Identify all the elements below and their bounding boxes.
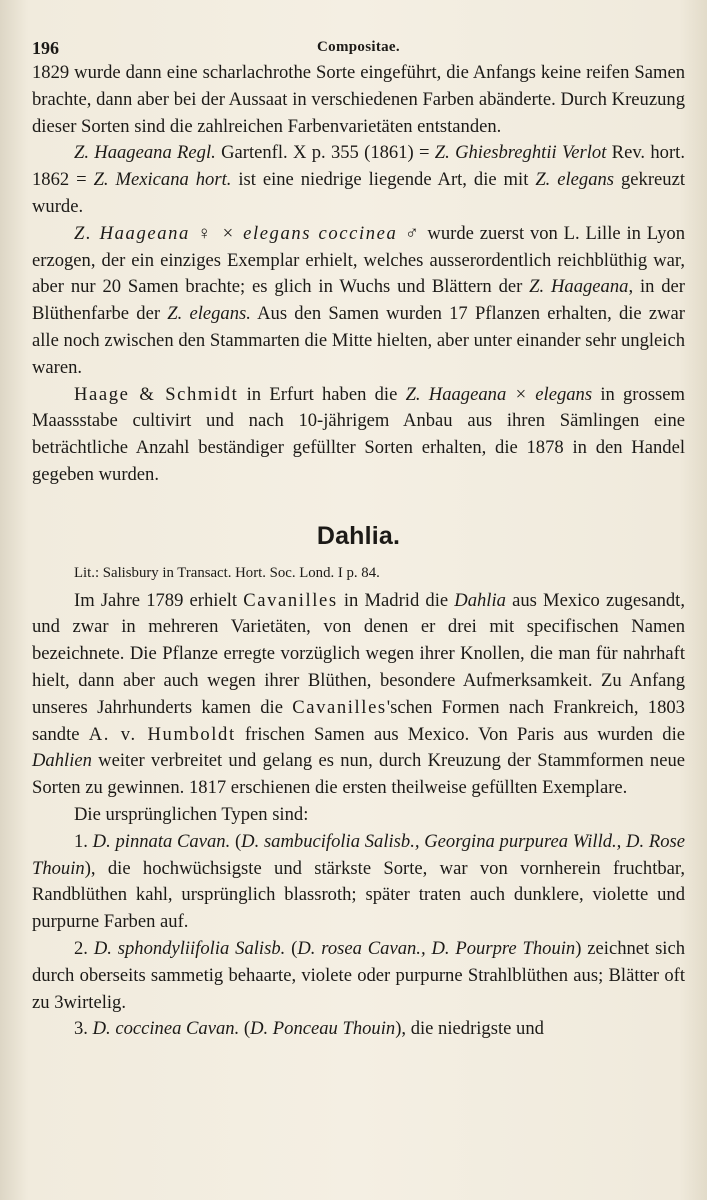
synonyms: D. rosea Cavan., D. Pourpre Thouin xyxy=(297,937,576,959)
running-head xyxy=(32,34,685,60)
taxon-name: Z. Haageana Regl. xyxy=(74,142,216,164)
taxon-name: D. coccinea Cavan. xyxy=(92,1018,240,1040)
text-run: wurde zuerst von L. Lille in Lyon erzogen, der ein einziges Exemplar erhielt, welches ausserordentlich reichblüthig war, aber nur 20 Samen brachte; es glich in Wuchs und Blättern der xyxy=(32,222,686,298)
taxon-name: Z. elegans xyxy=(535,169,615,191)
text-run: ist eine niedrige liegende Art, die mit xyxy=(231,169,536,191)
text-run: Im Jahre 1789 erhielt xyxy=(74,589,244,611)
text-run: ), die hochwüchsigste und stärkste Sorte, war von vornherein fruchtbar, Randblüthen kahl, ursprünglich blassroth; später traten auch dunklere, violette und purpurne Farben auf. xyxy=(32,857,685,933)
running-title: Compositae. xyxy=(317,39,400,55)
text-run: 'schen Formen nach Frankreich, 1803 sandte xyxy=(32,696,685,745)
type-item-3 xyxy=(32,1016,685,1043)
section-paragraph-1 xyxy=(32,588,685,802)
item-number: 3. xyxy=(74,1018,93,1040)
taxon-name: Z. Haageana × elegans xyxy=(405,383,593,405)
item-number: 2. xyxy=(74,937,94,959)
text-run: Rev. hort. 1862 = xyxy=(32,142,685,191)
type-item-2 xyxy=(32,936,685,1016)
hybrid-formula: Z. Haageana ♀ × elegans coccinea ♂ xyxy=(74,222,422,244)
text-run: Aus den Samen wurden 17 Pflanzen erhalten, die zwar alle noch zwischen den Stammarten die Mitte hielten, aber unter einander sehr ungleich waren. xyxy=(32,303,685,378)
item-number: 1. xyxy=(74,830,93,852)
text-run: frischen Samen aus Mexico. Von Paris aus wurden die xyxy=(235,723,685,745)
person-name: Cavanilles xyxy=(243,589,338,611)
taxon-name: Dahlia xyxy=(454,589,506,611)
taxon-name: Dahlien xyxy=(32,750,92,772)
firm-name: Haage & Schmidt xyxy=(74,383,239,405)
synonyms: D. sambucifolia Salisb., Georgina purpurea Willd., D. Rose Thouin xyxy=(32,830,685,879)
text-run: ) zeichnet sich durch oberseits sammetig behaarte, violete oder purpurne Strahlblüthen aus; Blätter oft zu 3wirtelig. xyxy=(32,937,686,1013)
text-run: in Erfurt haben die xyxy=(238,383,406,405)
paragraph-2 xyxy=(32,140,685,220)
text-run: gekreuzt wurde. xyxy=(32,169,685,217)
paragraph-4 xyxy=(32,382,685,489)
taxon-name: D. pinnata Cavan. xyxy=(92,830,231,852)
section-heading: Dahlia. xyxy=(316,521,401,550)
text-run: aus Mexico zugesandt, und zwar in mehreren Varietäten, von denen er drei mit specifischen Namen bezeichnete. Die Pflanze erregte vorzüglich wegen ihrer Knollen, die man für nahrhaft hielt, dann aber auch wegen ihrer Blüthen, besondere Aufmerksamkeit. Zu Anfang unseres Jahrhunderts kamen die xyxy=(32,589,685,718)
text-run: ( xyxy=(285,937,298,959)
text-run: Gartenfl. X p. 355 (1861) = xyxy=(215,142,435,164)
taxon-name: Z. elegans. xyxy=(167,303,251,325)
taxon-name: Z. Ghiesbreghtii Verlot xyxy=(434,142,607,164)
text-run: ( xyxy=(230,830,242,852)
taxon-name: Z. Haageana xyxy=(529,276,629,298)
paragraph-3 xyxy=(32,221,685,382)
text-run: weiter verbreitet und gelang es nun, durch Kreuzung der Stammformen neue Sorten zu gewinnen. 1817 erschienen die ersten theilweise gefüllten Exemplare. xyxy=(32,750,685,799)
taxon-name: Z. Mexicana hort. xyxy=(93,169,232,191)
type-item-1 xyxy=(32,829,685,936)
text-run: in grossem Maassstabe cultivirt und nach 10-jährigem Anbau aus ihren Sämlingen eine beträchtliche Anzahl beständiger gefüllter Sorten erhalten, die 1878 in den Handel gegeben wurden. xyxy=(32,383,685,485)
text-run: in Madrid die xyxy=(337,589,455,611)
text-run: , in der Blüthenfarbe der xyxy=(32,276,685,325)
synonyms: D. Ponceau Thouin xyxy=(250,1018,396,1040)
types-intro: Die ursprünglichen Typen sind: xyxy=(74,803,309,825)
taxon-name: D. sphondyliifolia Salisb. xyxy=(93,937,286,959)
person-name: Cavanilles xyxy=(292,696,387,718)
text-run: ( xyxy=(239,1018,251,1040)
literature-reference: Lit.: Salisbury in Transact. Hort. Soc. Lond. I p. 84. xyxy=(74,564,380,581)
person-name: A. v. Humboldt xyxy=(88,723,236,745)
paragraph-1: 1829 wurde dann eine scharlachrothe Sorte eingeführt, die Anfangs keine reifen Samen brachte, dann aber bei der Aussaat in verschiedenen Farben abänderte. Durch Kreuzung dieser Sorten sind die zahlreichen Farbenvarietäten entstanden. xyxy=(32,62,685,137)
body-text xyxy=(32,60,685,1043)
page-number: 196 xyxy=(32,38,59,58)
text-run: ), die niedrigste und xyxy=(395,1018,544,1040)
